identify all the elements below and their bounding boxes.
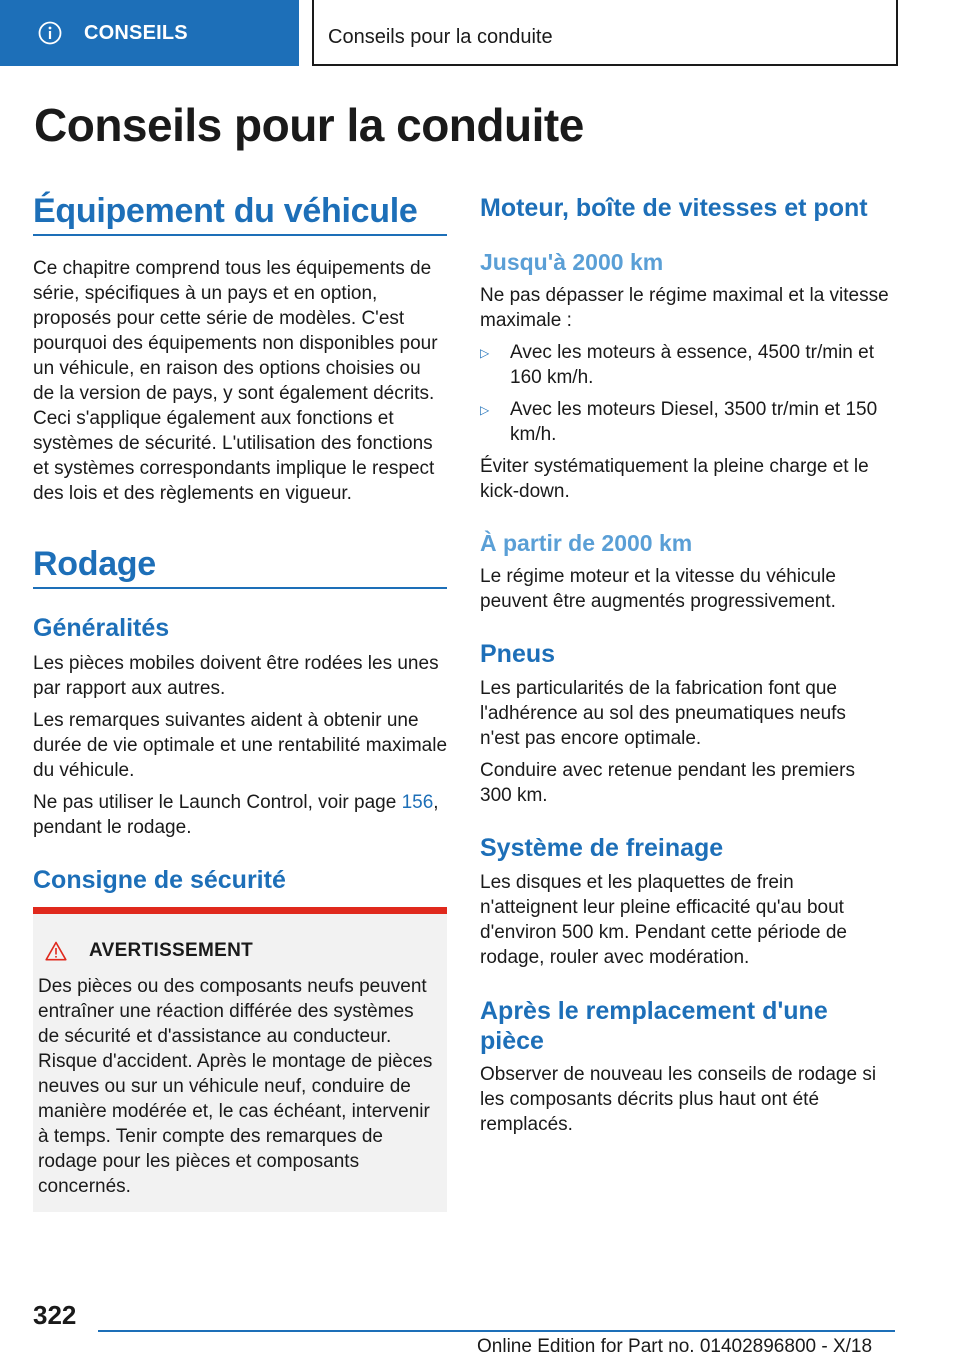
topic-label: Conseils pour la conduite bbox=[328, 26, 553, 48]
heading-generalites: Généralités bbox=[33, 614, 170, 642]
warning-triangle-icon bbox=[45, 941, 67, 961]
heading-equipement: Équipement du véhicule bbox=[33, 192, 418, 230]
heading-pneus: Pneus bbox=[480, 640, 556, 668]
info-circle-icon bbox=[38, 21, 62, 45]
pneus-paragraph-2: Conduire avec retenue pendant les premiers 300 km. bbox=[480, 760, 855, 806]
remplacement-text: Observer de nouveau les conseils de rodage si les composants décrits plus haut ont été remplacés. bbox=[480, 1064, 877, 1135]
warning-text: Des pièces ou des composants neufs peuvent entraîner une réaction différée des systèmes de sécurité et d'assistance au conducteur. Risque d'accident. Après le montage de pièces neuves ou sur un véhicule neuf, conduire de manière modérée et, le cas échéant, intervenir à temps. Tenir compte des remarques de rodage pour les pièces et composants concernés. bbox=[38, 976, 433, 1197]
section-label: CONSEILS bbox=[84, 21, 188, 44]
list-item bbox=[480, 340, 890, 390]
warning-header bbox=[45, 940, 253, 962]
list-item-text: Avec les moteurs à essence, 4500 tr/min et 160 km/h. bbox=[510, 342, 874, 388]
bullet-triangle-icon: ▷ bbox=[480, 403, 490, 417]
list-item bbox=[480, 397, 890, 447]
heading-rule bbox=[33, 234, 447, 236]
warning-title: AVERTISSEMENT bbox=[89, 940, 254, 961]
apartir-text: Le régime moteur et la vitesse du véhicule peuvent être augmentés progressivement. bbox=[480, 566, 836, 612]
heading-a-partir-2000: À partir de 2000 km bbox=[480, 530, 693, 556]
heading-remplacement: Après le remplacement d'une pièce bbox=[480, 997, 828, 1055]
pneus-paragraph-1: Les particularités de la fabrication font que l'adhérence au sol des pneumatiques neufs n'est pas encore optimale. bbox=[480, 678, 846, 749]
list-item-text: Avec les moteurs Diesel, 3500 tr/min et 150 km/h. bbox=[510, 399, 878, 445]
equipement-text: Ce chapitre comprend tous les équipements de série, spécifiques à un pays et en option, proposés pour cette série de modèles. C'est pourquoi des équipements non disponibles pour un véhicule, en raison des options choisies ou de la version de pays, y sont également décrits. Ceci s'applique également aux fonctions et systèmes de sécurité. L'utilisation des fonctions et systèmes correspondants implique le respect des lois et des règlements en vigueur. bbox=[33, 258, 438, 504]
heading-rodage: Rodage bbox=[33, 545, 156, 583]
footer-rule bbox=[98, 1330, 895, 1332]
heading-consigne-securite: Consigne de sécurité bbox=[33, 866, 286, 894]
section-tab[interactable] bbox=[0, 0, 299, 66]
page-link[interactable]: 156 bbox=[401, 792, 434, 813]
page-number: 322 bbox=[33, 1300, 77, 1330]
rodage-paragraph-1: Les pièces mobiles doivent être rodées les unes par rapport aux autres. bbox=[33, 653, 439, 699]
edition-text: Online Edition for Part no. 01402896800 - X/18 bbox=[477, 1336, 873, 1357]
warning-box bbox=[33, 907, 447, 1212]
heading-freinage: Système de freinage bbox=[480, 834, 724, 862]
freinage-text: Les disques et les plaquettes de frein n'atteignent leur pleine efficacité qu'au bout d'environ 500 km. Pendant cette période de rodage, rouler avec modération. bbox=[480, 872, 847, 968]
bullet-triangle-icon: ▷ bbox=[480, 346, 490, 360]
rodage-paragraph-3: Ne pas utiliser le Launch Control, voir page 156, pendant le rodage. bbox=[33, 792, 439, 838]
jusqua-outro: Éviter systématiquement la pleine charge et le kick-down. bbox=[480, 456, 869, 502]
rodage-paragraph-2: Les remarques suivantes aident à obtenir une durée de vie optimale et une rentabilité maximale du véhicule. bbox=[33, 710, 448, 781]
page-title: Conseils pour la conduite bbox=[34, 99, 584, 151]
topic-tab[interactable] bbox=[312, 0, 898, 66]
jusqua-intro: Ne pas dépasser le régime maximal et la vitesse maximale : bbox=[480, 285, 889, 331]
heading-jusqua-2000: Jusqu'à 2000 km bbox=[480, 249, 664, 275]
heading-rule bbox=[33, 587, 447, 589]
heading-moteur: Moteur, boîte de vitesses et pont bbox=[480, 194, 868, 222]
